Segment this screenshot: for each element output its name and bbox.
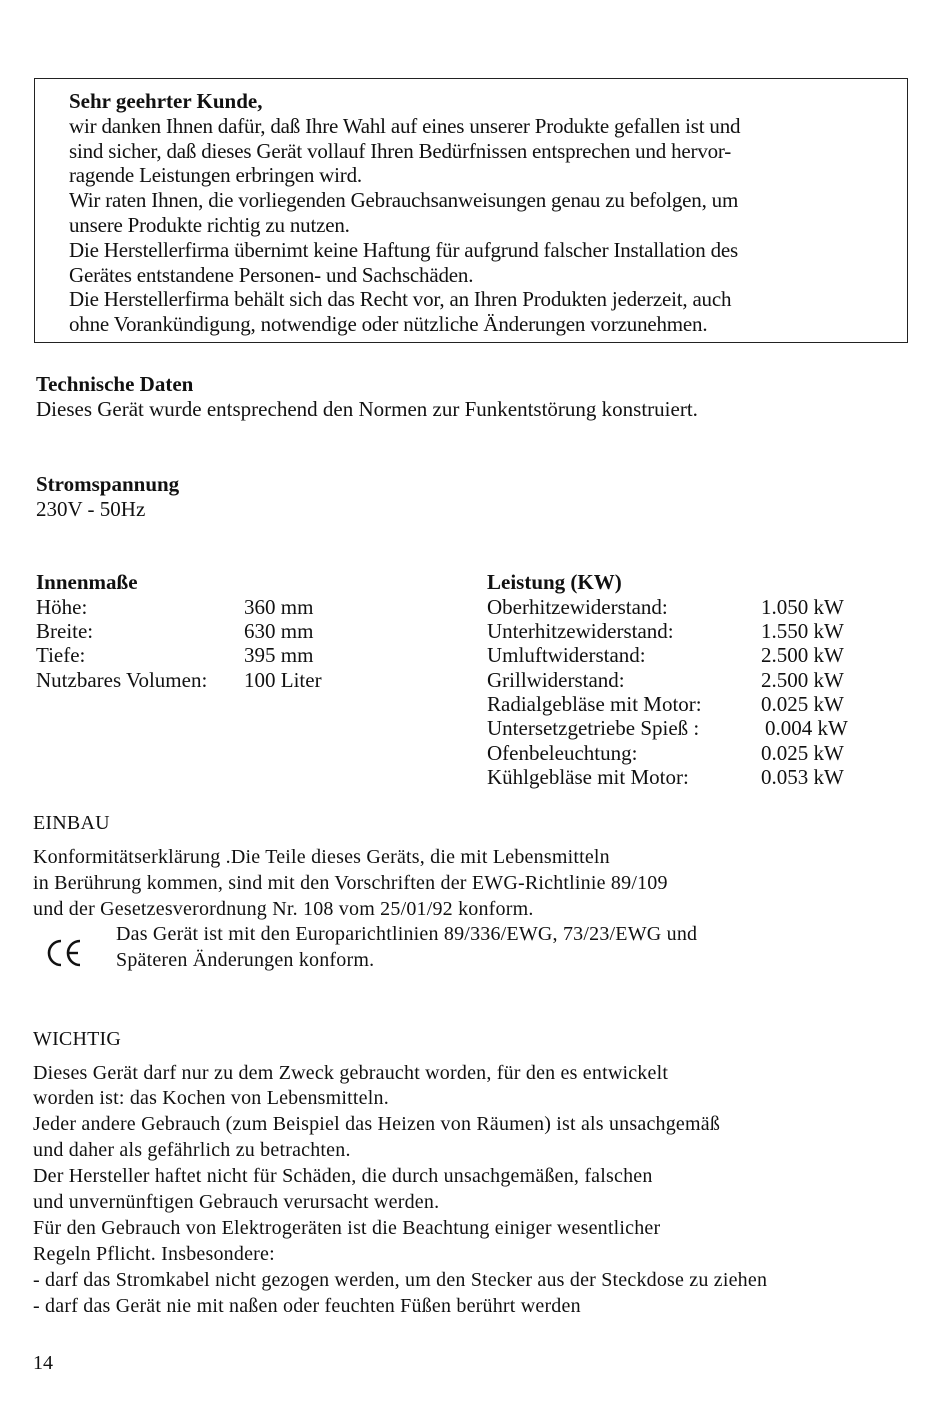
power-label: Radialgebläse mit Motor: xyxy=(487,692,702,716)
voltage-value: 230V - 50Hz xyxy=(36,497,146,521)
power-label: Kühlgebläse mit Motor: xyxy=(487,765,689,789)
notice-line: Gerätes entstandene Personen- und Sachschäden. xyxy=(69,263,474,287)
wichtig-line: worden ist: das Kochen von Lebensmitteln. xyxy=(33,1087,389,1109)
notice-line: ragende Leistungen erbringen wird. xyxy=(69,163,362,187)
technical-text: Dieses Gerät wurde entsprechend den Normen zur Funkentstörung konstruiert. xyxy=(36,397,698,421)
technical-heading: Technische Daten xyxy=(36,372,194,396)
dimensions-heading: Innenmaße xyxy=(36,570,138,594)
wichtig-line: - darf das Stromkabel nicht gezogen werden, um den Stecker aus der Steckdose zu ziehen xyxy=(33,1269,768,1291)
wichtig-line: Jeder andere Gebrauch (zum Beispiel das Heizen von Räumen) ist als unsachgemäß xyxy=(33,1113,721,1135)
power-value: 0.053 kW xyxy=(761,765,844,789)
ce-line: Späteren Änderungen konform. xyxy=(116,949,375,971)
page-number: 14 xyxy=(33,1352,53,1374)
power-label: Umluftwiderstand: xyxy=(487,643,646,667)
einbau-line: in Berührung kommen, sind mit den Vorschriften der EWG-Richtlinie 89/109 xyxy=(33,872,668,894)
power-label: Untersetzgetriebe Spieß : xyxy=(487,716,700,740)
power-value: 0.025 kW xyxy=(761,692,844,716)
dimension-value: 360 mm xyxy=(244,595,314,619)
customer-notice-box xyxy=(34,78,908,343)
wichtig-line: Der Hersteller haftet nicht für Schäden, die durch unsachgemäßen, falschen xyxy=(33,1165,653,1187)
dimension-label: Nutzbares Volumen: xyxy=(36,668,208,692)
power-value: 1.550 kW xyxy=(761,619,844,643)
wichtig-line: - darf das Gerät nie mit naßen oder feuchten Füßen berührt werden xyxy=(33,1295,581,1317)
einbau-line: Konformitätserklärung .Die Teile dieses Geräts, die mit Lebensmitteln xyxy=(33,846,610,868)
wichtig-line: Für den Gebrauch von Elektrogeräten ist die Beachtung einiger wesentlicher xyxy=(33,1217,661,1239)
notice-line: wir danken Ihnen dafür, daß Ihre Wahl auf eines unserer Produkte gefallen ist und xyxy=(69,114,741,138)
notice-line: Die Herstellerfirma übernimt keine Haftung für aufgrund falscher Installation des xyxy=(69,238,738,262)
power-value: 1.050 kW xyxy=(761,595,844,619)
wichtig-heading: WICHTIG xyxy=(33,1028,122,1050)
wichtig-line: Regeln Pflicht. Insbesondere: xyxy=(33,1243,275,1265)
wichtig-line: und daher als gefährlich zu betrachten. xyxy=(33,1139,351,1161)
dimension-label: Breite: xyxy=(36,619,94,643)
ce-mark-icon xyxy=(44,937,84,969)
ce-line: Das Gerät ist mit den Europarichtlinien 89/336/EWG, 73/23/EWG und xyxy=(116,923,698,945)
power-heading: Leistung (KW) xyxy=(487,570,622,594)
power-value: 2.500 kW xyxy=(761,668,844,692)
power-value: 2.500 kW xyxy=(761,643,844,667)
einbau-line: und der Gesetzesverordnung Nr. 108 vom 25/01/92 konform. xyxy=(33,898,534,920)
power-label: Ofenbeleuchtung: xyxy=(487,741,638,765)
power-label: Grillwiderstand: xyxy=(487,668,625,692)
notice-salutation: Sehr geehrter Kunde, xyxy=(69,89,263,113)
dimension-value: 395 mm xyxy=(244,643,314,667)
notice-line: unsere Produkte richtig zu nutzen. xyxy=(69,213,350,237)
notice-line: sind sicher, daß dieses Gerät vollauf Ihren Bedürfnissen entsprechen und hervor- xyxy=(69,139,732,163)
voltage-heading: Stromspannung xyxy=(36,472,180,496)
notice-line: Die Herstellerfirma behält sich das Recht vor, an Ihren Produkten jederzeit, auch xyxy=(69,287,732,311)
power-label: Oberhitzewiderstand: xyxy=(487,595,668,619)
power-label: Unterhitzewiderstand: xyxy=(487,619,674,643)
einbau-heading: EINBAU xyxy=(33,812,110,834)
dimension-label: Tiefe: xyxy=(36,643,86,667)
power-value: 0.004 kW xyxy=(765,716,848,740)
notice-line: Wir raten Ihnen, die vorliegenden Gebrauchsanweisungen genau zu befolgen, um xyxy=(69,188,739,212)
notice-line: ohne Vorankündigung, notwendige oder nützliche Änderungen vorzunehmen. xyxy=(69,312,708,336)
dimension-label: Höhe: xyxy=(36,595,88,619)
wichtig-line: und unvernünftigen Gebrauch verursacht werden. xyxy=(33,1191,440,1213)
dimension-value: 630 mm xyxy=(244,619,314,643)
wichtig-line: Dieses Gerät darf nur zu dem Zweck gebraucht worden, für den es entwickelt xyxy=(33,1062,669,1084)
power-value: 0.025 kW xyxy=(761,741,844,765)
dimension-value: 100 Liter xyxy=(244,668,322,692)
